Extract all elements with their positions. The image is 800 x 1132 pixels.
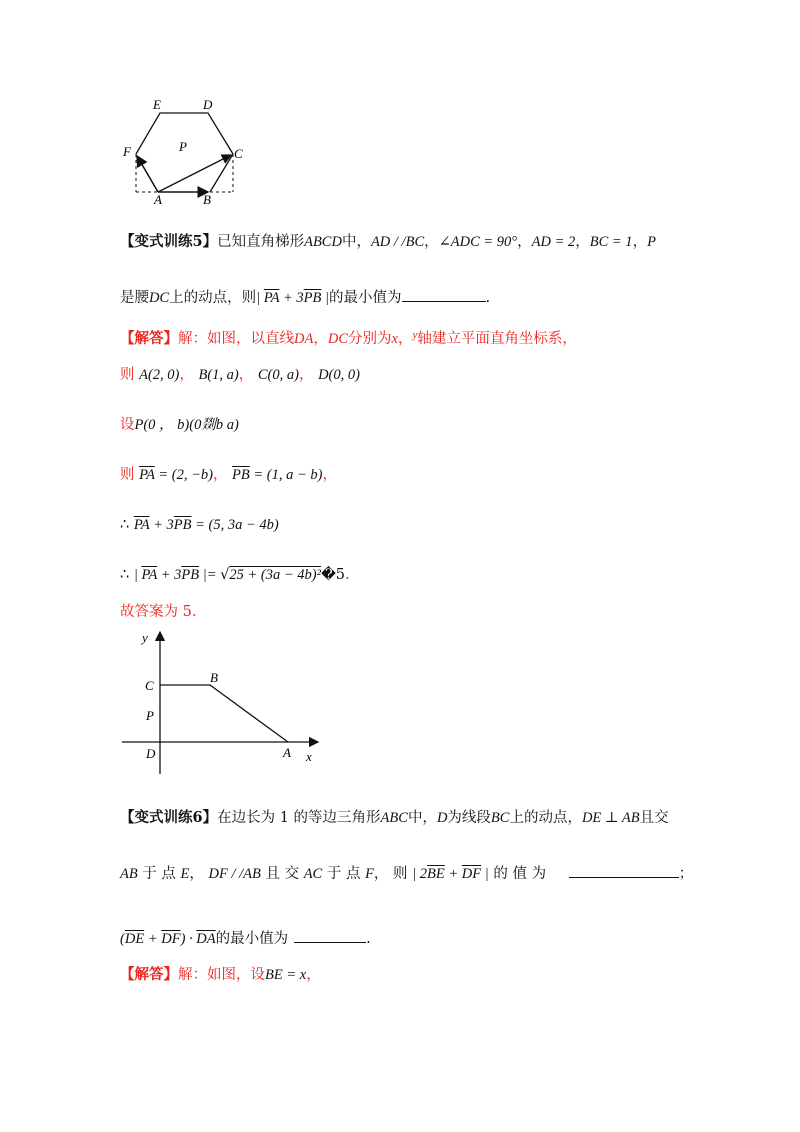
- sol5-l5-pb: $\overline{PB}$: [173, 517, 192, 533]
- ex6-d: D: [436, 810, 448, 826]
- sol5-l6-tail: �5: [320, 567, 346, 583]
- label-a: A: [154, 192, 162, 207]
- ex5-line-1: [120, 232, 656, 252]
- ex5-text-b: 中，: [341, 234, 371, 250]
- ex6-l1-f: 且交: [639, 810, 669, 826]
- label-d: D: [203, 97, 213, 112]
- ex6-l2-c: 于 点: [326, 866, 361, 882]
- ex5-bracket-open: 【: [120, 233, 135, 250]
- axes-figure: [118, 624, 328, 774]
- axes-label-c: C: [145, 678, 154, 693]
- ex5-comma-1: ，: [424, 234, 439, 250]
- label-f: F: [123, 144, 131, 159]
- sol5-l5-plus3: + 3: [149, 517, 174, 533]
- sol5-l5-val: = (5, 3a − 4b): [191, 517, 279, 533]
- sol5-line-2: 则 A(2, 0)， B(1, a)， C(0, a)， D(0, 0): [120, 367, 360, 383]
- axis-label-x: x: [306, 749, 312, 764]
- label-p: P: [179, 139, 187, 154]
- sol5-l6-therefore: ∴: [120, 567, 130, 583]
- ex6-ab: AB: [120, 866, 138, 882]
- sol5-l6-mid: |=: [199, 567, 221, 583]
- ex6-l3-a: 的最小值为: [215, 931, 289, 947]
- ex6-l2-plus: +: [444, 866, 462, 882]
- ex6-answer-blank-2: [294, 928, 366, 943]
- sol5-l1-a: 解：如图，以直线: [178, 331, 294, 347]
- ex5-line2-b: 上的动点，则: [169, 290, 257, 306]
- sol5-answer: 故答案为 5.: [120, 604, 197, 620]
- ex5-bc-value: BC = 1: [589, 234, 633, 250]
- ex5-expr-suffix: |: [321, 290, 330, 306]
- ex6-l3-plus: +: [144, 931, 162, 947]
- ex6-l2-semi: ；: [678, 866, 694, 882]
- sol5-line-1: [120, 325, 577, 349]
- ex6-bracket-open: 【: [120, 809, 135, 826]
- sol5-l4-pb: $\overline{PB}$: [232, 467, 250, 483]
- sol5-l2-ze: 则: [120, 367, 135, 383]
- ex5-dc: DC: [149, 290, 170, 306]
- sol5-l6-period: .: [345, 567, 350, 583]
- ex5-point-p: P: [647, 234, 656, 250]
- sol5-point-c: C(0, a): [257, 367, 299, 383]
- ex6-ac: AC: [303, 866, 323, 882]
- sol5-l4-pb-val: = (1, a − b): [249, 467, 323, 483]
- sol6-l1-a: 解：如图，设: [178, 967, 265, 983]
- ex6-l1-a: 在边长为 1 的等边三角形: [217, 810, 381, 826]
- sol5-l6-plus3: + 3: [157, 567, 182, 583]
- ex6-perp: DE ⊥ AB: [581, 810, 640, 826]
- sol5-l6-pa: $\overline{PA}$: [141, 567, 158, 583]
- ex6-abc: ABC: [380, 810, 408, 826]
- ex6-vec-be: $\overline{BE}$: [427, 866, 445, 882]
- hexagon-figure: [110, 88, 260, 218]
- ex6-l2-comma: ，: [189, 866, 204, 882]
- ex6-l1-b: 中，: [407, 810, 437, 826]
- ex6-l3-open: (: [120, 931, 125, 947]
- sol5-l1-comma: ，: [313, 331, 328, 347]
- sol5-l3-she: 设: [120, 417, 135, 433]
- sol6-l1-comma: ，: [306, 967, 321, 983]
- sol5-point-a: A(2, 0): [139, 367, 180, 383]
- label-b: B: [203, 192, 211, 207]
- ex5-line2-c: 的最小值为: [329, 290, 402, 306]
- sol5-point-d: D(0, 0): [318, 367, 360, 383]
- sol5-l1-comma2: ，: [397, 331, 413, 347]
- sqrt-symbol: √: [220, 567, 230, 583]
- ex6-title: 变式训练6: [134, 809, 203, 826]
- sol6-line-1: [120, 965, 321, 985]
- axes-label-b: B: [210, 670, 218, 685]
- sol5-l3-expr: P(0 ， b)(0剟b a): [134, 417, 239, 433]
- ex6-l3-period: .: [366, 931, 371, 947]
- sol5-l6-pb: $\overline{PB}$: [181, 567, 200, 583]
- sol5-line-6: [120, 565, 350, 585]
- label-c: C: [234, 146, 243, 161]
- ex5-comma-3: ，: [575, 234, 590, 250]
- ex5-parallel: AD / /BC: [370, 234, 425, 250]
- ex5-line-2: [120, 287, 490, 308]
- ex5-vec-pb: $\overline{PB}$: [303, 290, 322, 306]
- sol5-point-b: B(1, a): [198, 367, 239, 383]
- ex6-l2-close: |: [481, 866, 489, 882]
- sol5-head: 【解答】: [120, 330, 178, 347]
- ex5-abcd: ABCD: [304, 234, 342, 250]
- ex5-answer-blank: [402, 287, 486, 302]
- sol5-y: y: [412, 329, 418, 341]
- ex5-line2-a: 是腰: [120, 290, 149, 306]
- ex6-line-3: [120, 928, 371, 949]
- ex6-line-1: [120, 808, 669, 828]
- ex5-angle: ∠ADC = 90°: [438, 234, 518, 250]
- ex6-df-par: DF / /AB: [208, 866, 261, 882]
- ex5-expr-prefix: |: [256, 290, 264, 306]
- ex5-ad-value: AD = 2: [531, 234, 576, 250]
- sol5-l1-b: 分别为: [348, 331, 392, 347]
- axes-label-p: P: [146, 708, 154, 723]
- ex6-l3-close: ) ·: [180, 931, 197, 947]
- axes-label-d: D: [146, 746, 156, 761]
- sol5-l5-pa: $\overline{PA}$: [133, 517, 150, 533]
- sol5-dc: DC: [327, 331, 348, 347]
- ex6-answer-blank-1: [569, 863, 679, 878]
- ex5-vec-pa: $\overline{PA}$: [263, 290, 280, 306]
- ex6-l2-b: 且 交: [265, 866, 300, 882]
- ex5-plus3: + 3: [279, 290, 304, 306]
- ex5-period: .: [485, 290, 491, 306]
- vector-af: [137, 156, 158, 192]
- axis-label-y: y: [142, 630, 148, 645]
- sol5-l4-pa: $\overline{PA}$: [139, 467, 155, 483]
- label-e: E: [153, 97, 161, 112]
- ex5-comma-4: ，: [632, 234, 648, 250]
- ex6-l1-e: 上的动点，: [509, 810, 582, 826]
- sol6-head: 【解答】: [120, 966, 178, 983]
- ex6-l2-e2: 的 值 为: [493, 866, 547, 882]
- ex5-text-a: 已知直角梯形: [217, 234, 305, 250]
- ex6-e: E: [180, 866, 190, 882]
- sol5-l6-sqrt: 25 + (3a − 4b)²: [229, 567, 321, 583]
- sol5-da: DA: [294, 331, 314, 347]
- ex6-l2-a: 于 点: [142, 866, 176, 882]
- ex6-vec-de: $\overline{DE}$: [124, 931, 145, 947]
- sol5-line-4: 则 $\overline{PA} = (2$, −b)， $\overline{PB} = (1$, a − b)，: [120, 467, 337, 483]
- ex5-comma-2: ，: [517, 234, 532, 250]
- ex6-vec-df-2: $\overline{DF}$: [161, 931, 181, 947]
- ex5-bracket-close: 】: [202, 233, 218, 250]
- sol5-l1-c: 轴建立平面直角坐标系，: [417, 331, 577, 347]
- sol5-x: x: [391, 331, 398, 347]
- ex6-vec-da: $\overline{DA}$: [196, 931, 216, 947]
- sol5-l6-open: |: [133, 567, 142, 583]
- ex6-bc: BC: [490, 810, 510, 826]
- sol5-l4-pa-val: = (2, −b): [154, 467, 213, 483]
- sol5-line-3: [120, 415, 239, 435]
- ex6-line-2: [120, 863, 693, 884]
- ex6-l2-d: ， 则: [373, 866, 408, 882]
- sol6-be: BE = x: [265, 967, 307, 983]
- sol5-l4-ze: 则: [120, 467, 135, 483]
- ex6-l2-open: | 2: [412, 866, 428, 882]
- ex6-f: F: [365, 866, 374, 882]
- axes-label-a: A: [283, 745, 291, 760]
- sol5-l5-therefore: ∴: [120, 517, 130, 533]
- vector-ac: [158, 155, 231, 192]
- sol5-line-5: [120, 515, 279, 535]
- ex6-l1-c: 为线段: [447, 810, 491, 826]
- ex5-title: 变式训练5: [134, 233, 203, 250]
- trapezoid-cba: [160, 685, 288, 742]
- ex6-vec-df: $\overline{DF}$: [461, 866, 482, 882]
- ex6-bracket-close: 】: [202, 809, 218, 826]
